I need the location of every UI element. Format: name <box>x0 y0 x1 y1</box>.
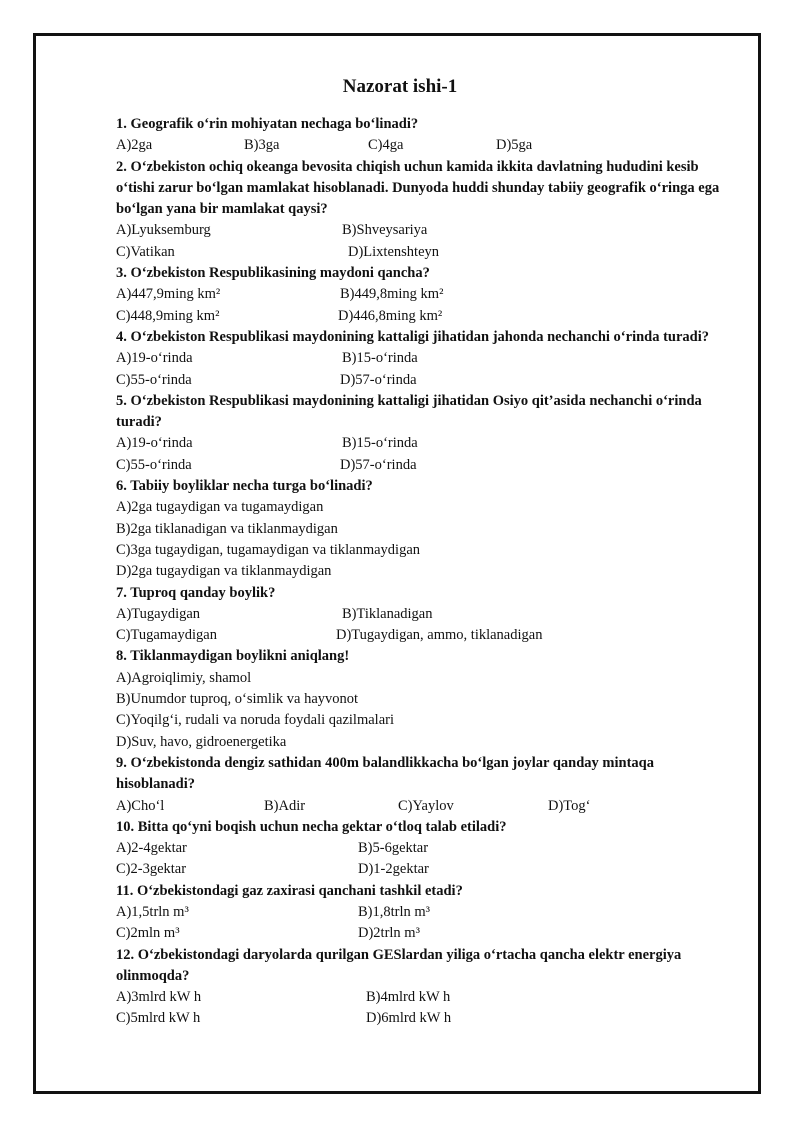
question-8: 8. Tiklanmaydigan boylikni aniqlang! <box>116 648 350 665</box>
option-b: B)15-o‘rinda <box>342 435 418 452</box>
option-c: C)4ga <box>368 137 404 154</box>
options-row <box>116 604 736 625</box>
option-d: D)Tugaydigan, ammo, tiklanadigan <box>336 627 543 644</box>
option-c: C)3ga tugaydigan, tugamaydigan va tiklanmaydigan <box>116 541 421 558</box>
option-d: D)57-o‘rinda <box>340 371 417 388</box>
option-d: D)5ga <box>496 137 533 154</box>
option-d: D)446,8ming km² <box>338 307 443 324</box>
options-row <box>116 625 736 646</box>
option-d: D)2ga tugaydigan va tiklanmaydigan <box>116 563 332 580</box>
option-b: B)449,8ming km² <box>340 286 444 303</box>
question-11: 11. O‘zbekistondagi gaz zaxirasi qanchani tashkil etadi? <box>116 882 463 899</box>
option-a: A)Tugaydigan <box>116 605 201 622</box>
option-c: C)2mln m³ <box>116 925 180 942</box>
option-a: A)Cho‘l <box>116 797 165 814</box>
option-c: C)Vatikan <box>116 243 175 260</box>
question-list <box>116 114 736 1030</box>
option-b: B)Unumdor tuproq, o‘simlik va hayvonot <box>116 691 359 708</box>
option-c: C)Yoqilg‘i, rudali va noruda foydali qazilmalari <box>116 712 394 729</box>
option-d: D)1-2gektar <box>358 861 429 878</box>
option-a: A)2ga tugaydigan va tugamaydigan <box>116 499 324 516</box>
options-row <box>116 220 736 241</box>
question-4: 4. O‘zbekiston Respublikasi maydonining kattaligi jihatidan jahonda nechanchi o‘rinda turadi? <box>116 328 710 345</box>
option-a: A)Lyuksemburg <box>116 222 211 239</box>
option-a: A)3mlrd kW h <box>116 989 202 1006</box>
option-b: B)Tiklanadigan <box>342 605 433 622</box>
option-b: B)2ga tiklanadigan va tiklanmaydigan <box>116 520 338 537</box>
option-b: B)1,8trln m³ <box>358 903 431 920</box>
question-2: 2. O‘zbekiston ochiq okeanga bevosita chiqish uchun kamida ikkita davlatning hududini kesib o‘tishi zarur bo‘lgan mamlakat hisoblanadi. Dunyoda huddi shunday tabiiy geografik o‘ringa ega bo‘lgan yana bir mamlakat qaysi? <box>116 158 720 218</box>
options-row <box>116 284 736 305</box>
options-row <box>116 348 736 369</box>
options-row <box>116 987 736 1008</box>
question-1: 1. Geografik o‘rin mohiyatan nechaga bo‘linadi? <box>116 116 419 132</box>
option-c: C)55-o‘rinda <box>116 456 192 473</box>
option-a: A)Agroiqlimiy, shamol <box>116 669 252 686</box>
option-a: A)447,9ming km² <box>116 286 221 303</box>
option-d: D)Lixtenshteyn <box>348 243 440 260</box>
option-b: B)3ga <box>244 137 280 154</box>
option-d: D)Tog‘ <box>548 797 591 814</box>
option-d: D)2trln m³ <box>358 925 420 942</box>
question-5: 5. O‘zbekiston Respublikasi maydonining kattaligi jihatidan Osiyo qit’asida nechanchi o‘rinda turadi? <box>116 392 702 431</box>
option-b: B)15-o‘rinda <box>342 350 418 367</box>
option-a: A)19-o‘rinda <box>116 435 193 452</box>
option-b: B)5-6gektar <box>358 840 429 857</box>
option-a: A)19-o‘rinda <box>116 350 193 367</box>
options-row <box>116 135 736 156</box>
options-row <box>116 923 736 944</box>
options-row <box>116 455 736 476</box>
option-c: C)5mlrd kW h <box>116 1010 201 1027</box>
option-c: C)Tugamaydigan <box>116 627 217 644</box>
option-d: D)6mlrd kW h <box>366 1010 452 1027</box>
options-row <box>116 796 736 817</box>
option-a: A)2ga <box>116 137 153 154</box>
option-c: C)55-o‘rinda <box>116 371 192 388</box>
options-row <box>116 902 736 923</box>
options-row <box>116 370 736 391</box>
options-row <box>116 838 736 859</box>
option-c: C)2-3gektar <box>116 861 187 878</box>
option-d: D)Suv, havo, gidroenergetika <box>116 733 287 750</box>
question-9: 9. O‘zbekistonda dengiz sathidan 400m balandlikkacha bo‘lgan joylar qanday mintaqa hisoblanadi? <box>116 754 654 793</box>
page-title: Nazorat ishi-1 <box>342 76 458 97</box>
options-row <box>116 859 736 880</box>
options-row <box>116 433 736 454</box>
option-a: A)2-4gektar <box>116 840 187 857</box>
options-row <box>116 1008 736 1029</box>
question-6: 6. Tabiiy boyliklar necha turga bo‘linadi? <box>116 478 373 495</box>
option-c: C)Yaylov <box>398 797 454 814</box>
option-a: A)1,5trln m³ <box>116 903 189 920</box>
option-b: B)Shveysariya <box>342 222 428 239</box>
option-b: B)4mlrd kW h <box>366 989 451 1006</box>
option-c: C)448,9ming km² <box>116 307 220 324</box>
options-row <box>116 306 736 327</box>
question-7: 7. Tuproq qanday boylik? <box>116 584 276 601</box>
question-12: 12. O‘zbekistondagi daryolarda qurilgan GESlardan yiliga o‘rtacha qancha elektr energiya olinmoqda? <box>116 946 682 984</box>
question-10: 10. Bitta qo‘yni boqish uchun necha gektar o‘tloq talab etiladi? <box>116 818 507 835</box>
question-3: 3. O‘zbekiston Respublikasining maydoni qancha? <box>116 265 430 282</box>
options-row <box>116 242 736 263</box>
option-d: D)57-o‘rinda <box>340 456 417 473</box>
option-b: B)Adir <box>264 797 306 814</box>
